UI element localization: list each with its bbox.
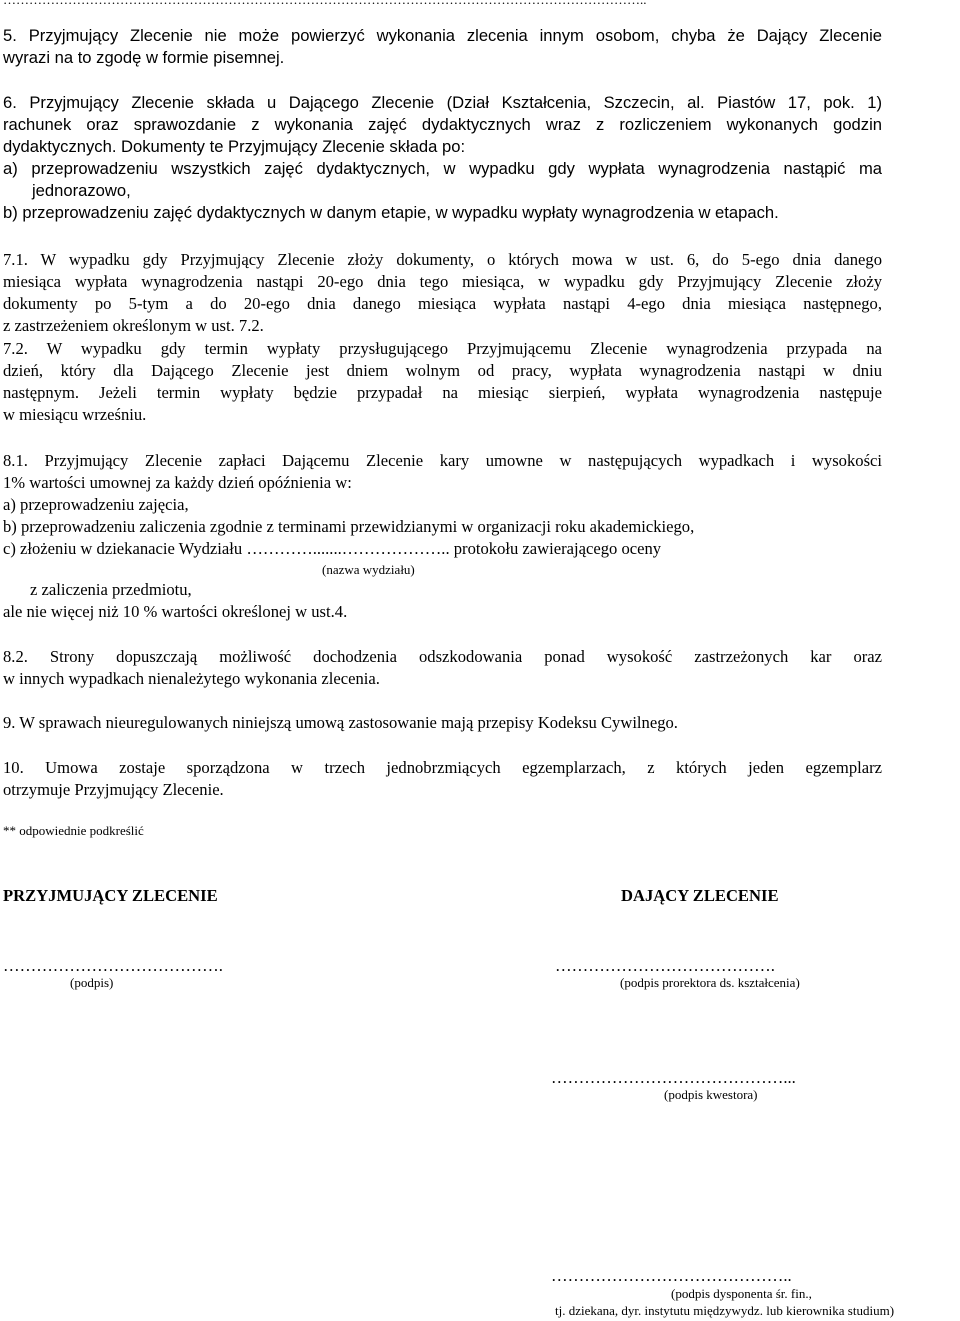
paragraph-8-1-line: 1% wartości umownej za każdy dzień opóźnienia w: [3, 473, 352, 492]
paragraph-5-line: 5. Przyjmujący Zlecenie nie może powierzyć wykonania zlecenia innym osobom, chyba że Dający Zlecenie [3, 26, 882, 45]
contractor-heading: PRZYJMUJĄCY ZLECENIE [3, 886, 218, 905]
top-dotted-line [3, 0, 647, 8]
paragraph-8-1-limit: ale nie więcej niż 10 % wartości określonej w ust.4. [3, 602, 348, 621]
paragraph-8-1 [3, 450, 882, 560]
paragraph-8-1-line: 8.1. Przyjmujący Zlecenie zapłaci Dającemu Zlecenie kary umowne w następujących wypadkach i wysokości [3, 451, 882, 470]
faculty-name-caption: (nazwa wydziału) [322, 562, 415, 577]
paragraph-8-2 [3, 646, 882, 690]
paragraph-6-item-a-cont: jednorazowo, [32, 181, 131, 200]
contractor-signature-caption: (podpis) [70, 975, 114, 990]
paragraph-6-line: 6. Przyjmujący Zlecenie składa u Dającego Zlecenie (Dział Kształcenia, Szczecin, al. Piastów 17, pok. 1) [3, 93, 882, 112]
paragraph-8-1-item-a: a) przeprowadzeniu zajęcia, [3, 495, 189, 514]
paragraph-8-2-line: w innych wypadkach nienależytego wykonania zlecenia. [3, 669, 380, 688]
paragraph-10 [3, 757, 882, 801]
paragraph-8-2-line: 8.2. Strony dopuszczają możliwość dochodzenia odszkodowania ponad wysokość zastrzeżonych kar oraz [3, 647, 882, 666]
paragraph-7-2 [3, 338, 882, 426]
paragraph-6-line: rachunek oraz sprawozdanie z wykonania zajęć dydaktycznych wraz z rozliczeniem wykonanych godzin [3, 115, 882, 134]
paragraph-10-line: otrzymuje Przyjmujący Zlecenie. [3, 780, 224, 799]
paragraph-7-2-line: dzień, który dla Dającego Zlecenie jest dniem wolnym od pracy, wypłata wynagrodzenia nastąpi w dniu [3, 361, 882, 380]
contractor-signature-line: …………………………………. [3, 956, 223, 975]
fund-manager-signature-line: …………………………………….. [551, 1266, 792, 1285]
client-heading: DAJĄCY ZLECENIE [621, 886, 779, 905]
paragraph-6-line: dydaktycznych. Dokumenty te Przyjmujący Zlecenie składa po: [3, 137, 466, 156]
paragraph-7-1-line: z zastrzeżeniem określonym w ust. 7.2. [3, 316, 264, 335]
paragraph-7-2-line: w miesiącu wrześniu. [3, 405, 147, 424]
paragraph-9: 9. W sprawach nieuregulowanych niniejszą umową zastosowanie mają przepisy Kodeksu Cywilnego. [3, 713, 678, 732]
footnote: ** odpowiednie podkreślić [3, 823, 144, 838]
prorector-signature-line: …………………………………. [555, 956, 775, 975]
paragraph-8-1-item-c-cont: z zaliczenia przedmiotu, [30, 580, 192, 599]
paragraph-8-1-item-c: c) złożeniu w dziekanacie Wydziału ………….......……………….. protokołu zawierającego oceny [3, 539, 662, 558]
paragraph-8-1-item-b: b) przeprowadzeniu zaliczenia zgodnie z terminami przewidzianymi w organizacji roku akademickiego, [3, 517, 695, 536]
paragraph-7-1-line: dokumenty po 5-tym a do 20-ego dnia danego miesiąca wypłata nastąpi 4-ego dnia miesiąca następnego, [3, 294, 882, 313]
bursar-signature-line: ……………………………………... [551, 1068, 796, 1087]
bursar-signature-caption: (podpis kwestora) [664, 1087, 758, 1102]
paragraph-7-2-line: następnym. Jeżeli termin wypłaty będzie przypadał na miesiąc sierpień, wypłata wynagrodzenia następuje [3, 383, 882, 402]
paragraph-6-item-b: b) przeprowadzeniu zajęć dydaktycznych w danym etapie, w wypadku wypłaty wynagrodzenia w etapach. [3, 203, 779, 222]
paragraph-6-item-a: a) przeprowadzeniu wszystkich zajęć dydaktycznych, w wypadku gdy wypłata wynagrodzenia nastąpić ma [3, 159, 882, 178]
paragraph-5 [3, 25, 882, 69]
fund-manager-signature-caption: (podpis dysponenta śr. fin., [671, 1286, 812, 1301]
paragraph-7-1 [3, 249, 882, 337]
paragraph-5-line: wyrazi na to zgodę w formie pisemnej. [3, 48, 285, 67]
paragraph-7-2-line: 7.2. W wypadku gdy termin wypłaty przysługującego Przyjmującemu Zlecenie wynagrodzenia przypada na [3, 339, 882, 358]
paragraph-7-1-line: miesiąca wypłata wynagrodzenia nastąpi 20-ego dnia tego miesiąca, w wypadku gdy Przyjmujący Zlecenie złoży [3, 272, 882, 291]
fund-manager-signature-caption-detail: tj. dziekana, dyr. instytutu międzywydz. lub kierownika studium) [555, 1303, 895, 1318]
paragraph-7-1-line: 7.1. W wypadku gdy Przyjmujący Zlecenie złoży dokumenty, o których mowa w ust. 6, do 5-ego dnia danego [3, 250, 882, 269]
paragraph-6 [3, 92, 882, 224]
prorector-signature-caption: (podpis prorektora ds. kształcenia) [620, 975, 800, 990]
paragraph-10-line: 10. Umowa zostaje sporządzona w trzech jednobrzmiących egzemplarzach, z których jeden egzemplarz [3, 758, 882, 777]
